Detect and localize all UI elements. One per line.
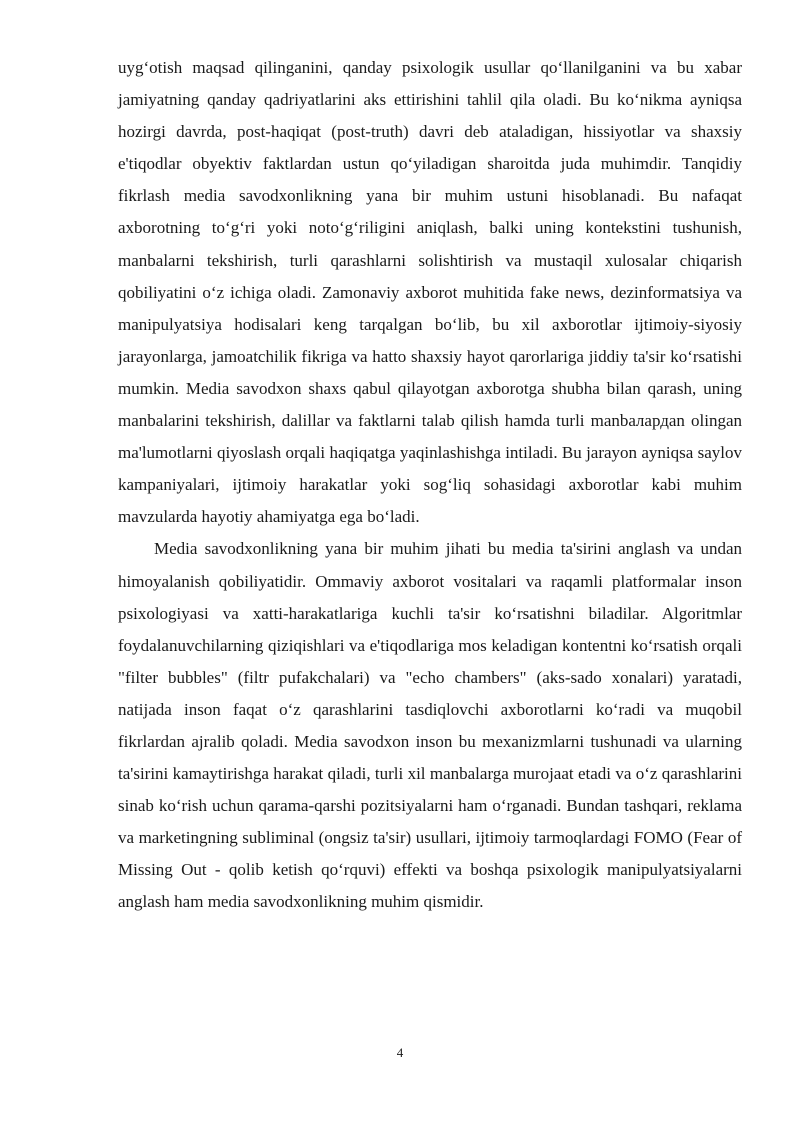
body-paragraph-2: Media savodxonlikning yana bir muhim jihati bu media ta'sirini anglash va undan himoyalanish qobiliyatidir. Ommaviy axborot vositalari va raqamli platformalar inson psixologiyasi va xatti-harakatlariga kuchli ta'sir ko‘rsatishni biladilar. Algoritmlar foydalanuvchilarning qiziqishlari va e'tiqodlariga mos keladigan kontentni ko‘rsatish orqali "filter bubbles" (filtr pufakchalari) va "echo chambers" (aks-sado xonalari) yaratadi, natijada inson faqat o‘z qarashlarini tasdiqlovchi axborotlarni ko‘radi va muqobil fikrlardan ajralib qoladi. Media savodxon inson bu mexanizmlarni tushunadi va ularning ta'sirini kamaytirishga harakat qiladi, turli xil manbalarga murojaat etadi va o‘z qarashlarini sinab ko‘rish uchun qarama-qarshi pozitsiyalarni ham o‘rganadi. Bundan tashqari, reklama va marketingning subliminal (ongsiz ta'sir) usullari, ijtimoiy tarmoqlardagi FOMO (Fear of Missing Out - qolib ketish qo‘rquvi) effekti va boshqa psixologik manipulyatsiyalarni anglash ham media savodxonlikning muhim qismidir. (118, 539, 742, 912)
body-paragraph-1: uyg‘otish maqsad qilinganini, qanday psixologik usullar qo‘llanilganini va bu xabar jamiyatning qanday qadriyatlarini aks ettirishini tahlil qila oladi. Bu ko‘nikma ayniqsa hozirgi davrda, post-haqiqat (post-truth) davri deb ataladigan, hissiyotlar va shaxsiy e'tiqodlar obyektiv faktlardan ustun qo‘yiladigan sharoitda juda muhimdir. Tanqidiy fikrlash media savodxonlikning yana bir muhim ustuni hisoblanadi. Bu nafaqat axborotning to‘g‘ri yoki noto‘g‘riligini aniqlash, balki uning kontekstini tushunish, manbalarni tekshirish, turli qarashlarni solishtirish va mustaqil xulosalar chiqarish qobiliyatini o‘z ichiga oladi. Zamonaviy axborot muhitida fake news, dezinformatsiya va manipulyatsiya hodisalari keng tarqalgan bo‘lib, bu xil axborotlar ijtimoiy-siyosiy jarayonlarga, jamoatchilik fikriga va hatto shaxsiy hayot qarorlariga jiddiy ta'sir ko‘rsatishi mumkin. Media savodxon shaxs qabul qilayotgan axborotga shubha bilan qarash, uning manbalarini tekshirish, dalillar va faktlarni talab qilish hamda turli manbaлардan olingan ma'lumotlarni qiyoslash orqali haqiqatga yaqinlashishga intiladi. Bu jarayon ayniqsa saylov kampaniyalari, ijtimoiy harakatlar yoki sog‘liq sohasidagi axborotlar kabi muhim mavzularda hayotiy ahamiyatga ega bo‘ladi. (118, 58, 742, 527)
page-number: 4 (396, 1045, 404, 1060)
document-page (118, 52, 742, 919)
